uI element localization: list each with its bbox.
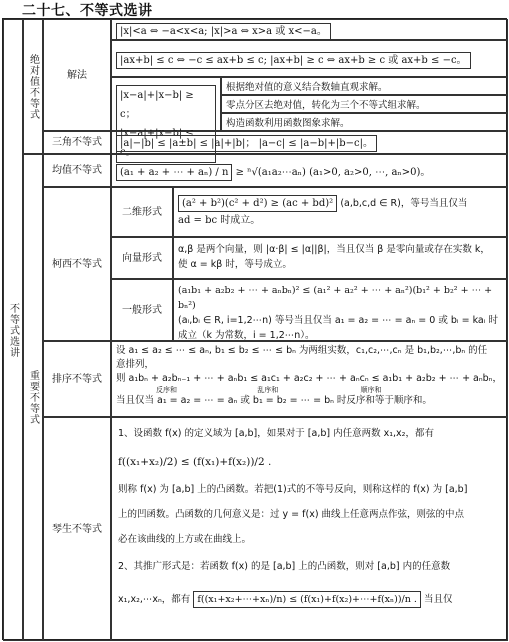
cauchy-vector-line1: α,β 是两个向量，则 |α·β| ≤ |α||β|，当且仅当 β 是零向量或存在实数 k， — [178, 244, 490, 255]
rearrange-line3: 则 a₁bₙ + a₂bₙ₋₁ + ⋯ + aₙb₁ ≤ a₁c₁ + a₂c₂ + ⋯ + aₙcₙ ≤ a₁b₁ + a₂b₂ + ⋯ + aₙbₙ， — [116, 373, 502, 384]
group-important-cell — [23, 154, 43, 641]
cauchy-general-line1: (a₁b₁ + a₂b₂ + ⋯ + aₙbₙ)² ≤ (a₁² + a₂² + ⋯ + aₙ²)(b₁² + b₂² + ⋯ + bₙ²) — [178, 285, 493, 311]
solve-method1-cell — [221, 77, 508, 95]
jensen-p5: 2、其推广形式是：若函数 f(x) 的是 [a,b] 上的凸函数，则对 [a,b] 内的任意数 — [118, 561, 451, 572]
group-absolute-label: 绝对值不等式 — [27, 53, 39, 120]
cauchy-general-label: 一般形式 — [122, 304, 162, 316]
rearrange-cell — [111, 341, 508, 417]
jensen-p2: 则称 f(x) 为 [a,b] 上的凸函数。若把(1)式的不等号反向，则称这样的 f(x) 为 [a,b] — [118, 484, 468, 495]
jensen-f1: f((x₁+x₂)/2) ≤ (f(x₁)+f(x₂))/2 . — [118, 456, 272, 468]
jensen-p3: 上的凹函数。凸函数的几何意义是：过 y = f(x) 曲线上任意两点作弦，则弦的中点 — [118, 509, 465, 520]
solve-label-cell — [43, 19, 111, 131]
solve-line1 — [111, 19, 508, 40]
jensen-cell — [111, 417, 508, 641]
jensen-p6b: 当且仅 — [423, 594, 453, 605]
group-absolute-cell — [23, 19, 43, 154]
mean-formula-cell — [111, 154, 508, 187]
solve-line1-text: |x|<a ⇔ −a<x<a; |x|>a ⇔ x>a 或 x<−a。 — [116, 23, 331, 40]
triangle-formula: |a|−|b| ≤ |a±b| ≤ |a|+|b|； |a−c| ≤ |a−b|+|b−c|。 — [116, 135, 377, 152]
rearrange-line4: 当且仅当 a₁ = a₂ = ⋯ = aₙ 或 b₁ = b₂ = ⋯ = bₙ 时反序和等于顺序和。 — [116, 395, 432, 406]
cauchy-2d-formula: (a² + b²)(c² + d²) ≥ (ac + bd)² — [178, 195, 337, 212]
solve-method3: 构造函数利用函数图象求解。 — [226, 118, 350, 129]
jensen-p6a: x₁,x₂,⋯xₙ，都有 — [118, 594, 191, 605]
solve-method2: 零点分区去绝对值，转化为三个不等式组求解。 — [226, 100, 426, 111]
mean-rhs: ≥ ⁿ√(a₁a₂⋯aₙ) (a₁>0, a₂>0, ⋯, aₙ>0)。 — [235, 167, 431, 178]
solve-label: 解法 — [67, 69, 87, 81]
mean-lhs: (a₁ + a₂ + ⋯ + aₙ) / n — [116, 164, 232, 181]
cauchy-label-cell — [43, 187, 111, 341]
cauchy-label: 柯西不等式 — [52, 258, 102, 270]
group-important-label: 重要不等式 — [27, 370, 39, 425]
cauchy-2d-cell — [173, 187, 508, 237]
cauchy-vector-label: 向量形式 — [122, 252, 162, 264]
cauchy-general-label-cell — [111, 279, 173, 341]
solve-method2-cell — [221, 95, 508, 113]
solve-method3-cell — [221, 113, 508, 131]
page-title: 二十七、不等式选讲 — [22, 3, 153, 19]
category-label: 不等式选讲 — [7, 302, 19, 358]
triangle-formula-cell — [111, 131, 508, 154]
mean-label-cell — [43, 154, 111, 187]
jensen-p1: 1、设函数 f(x) 的定义域为 [a,b]，如果对于 [a,b] 内任意两数 x₁,x₂，都有 — [118, 428, 434, 439]
jensen-p4: 必在该曲线的上方或在曲线上。 — [118, 534, 252, 545]
solve-line2-text: |ax+b| ≤ c ⇔ −c ≤ ax+b ≤ c; |ax+b| ≥ c ⇔ ax+b ≥ c 或 ax+b ≤ −c。 — [116, 52, 471, 69]
mean-label: 均值不等式 — [52, 165, 102, 176]
cauchy-vector-line2: 使 α = kβ 时，等号成立。 — [178, 259, 292, 270]
cauchy-2d-label-cell — [111, 187, 173, 237]
solve-line2 — [111, 40, 508, 77]
jensen-f2: f((x₁+x₂+⋯+xₙ)/n) ≤ (f(x₁)+f(x₂)+⋯+f(xₙ))/n . — [193, 591, 421, 608]
rearrange-line2: 意排列， — [116, 359, 155, 370]
cauchy-general-line3: 成立（k 为常数，i = 1,2⋯n）。 — [178, 330, 315, 341]
cauchy-2d-eq: ad = bc 时成立。 — [178, 215, 261, 226]
cauchy-2d-cond: (a,b,c,d ∈ R)，等号当且仅当 — [340, 198, 468, 209]
rearrange-label-cell — [43, 341, 111, 417]
rearrange-under3: 顺序和 — [360, 386, 382, 394]
triangle-label-cell — [43, 131, 111, 154]
rearrange-under1: 反序和 — [156, 386, 177, 394]
rearrange-label: 排序不等式 — [52, 373, 102, 385]
cauchy-2d-label: 二维形式 — [122, 206, 162, 218]
cauchy-vector-label-cell — [111, 237, 173, 279]
rearrange-line1: 设 a₁ ≤ a₂ ≤ ⋯ ≤ aₙ, b₁ ≤ b₂ ≤ ⋯ ≤ bₙ 为两组实数，c₁,c₂,⋯,cₙ 是 b₁,b₂,⋯,bₙ 的任 — [116, 345, 488, 356]
cauchy-general-line2: (aᵢ,bᵢ ∈ R, i=1,2⋯n) 等号当且仅当 a₁ = a₂ = ⋯ = aₙ = 0 或 bᵢ = kaᵢ 时 — [178, 315, 498, 326]
solve-case-b: |x−a|+|x−b| ≤ c。 — [120, 128, 194, 158]
jensen-label-cell — [43, 417, 111, 641]
solve-method1: 根据绝对值的意义结合数轴直观求解。 — [226, 82, 388, 93]
rearrange-under2: 乱序和 — [257, 386, 279, 394]
inequality-table — [2, 18, 507, 640]
solve-case-a: |x−a|+|x−b| ≥ c； — [120, 90, 194, 120]
triangle-label: 三角不等式 — [52, 137, 102, 148]
jensen-label: 琴生不等式 — [52, 523, 102, 535]
category-cell — [3, 19, 23, 641]
solve-cases-cell — [111, 77, 221, 158]
cauchy-general-cell — [173, 279, 508, 341]
cauchy-vector-cell — [173, 237, 508, 279]
